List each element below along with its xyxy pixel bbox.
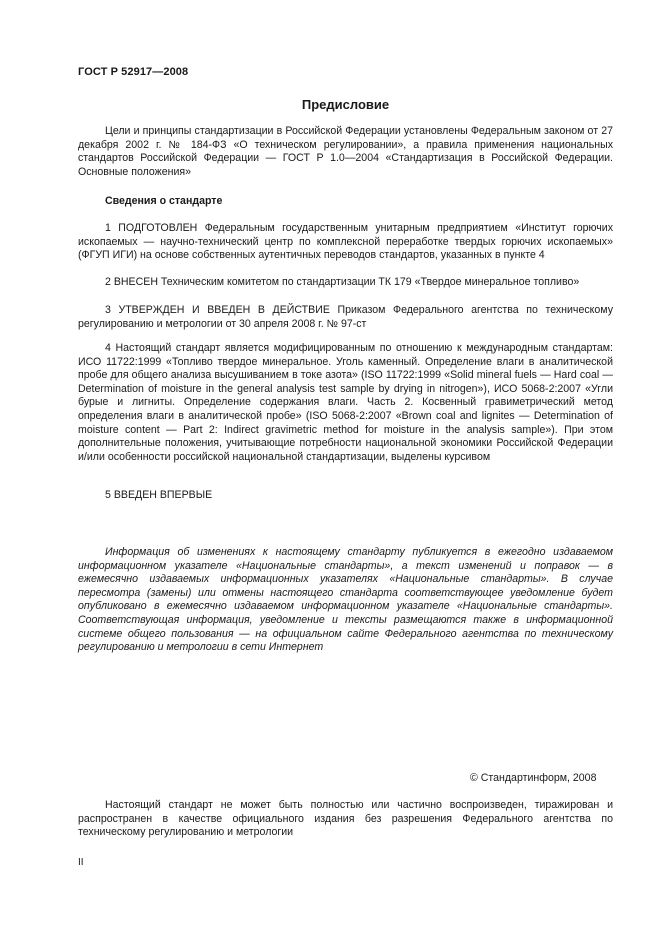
document-id: ГОСТ Р 52917—2008 (78, 66, 189, 78)
page-title: Предисловие (301, 97, 390, 112)
copyright-notice: © Стандартинформ, 2008 (470, 772, 597, 784)
intro-paragraph: Цели и принципы стандартизации в Российской Федерации установлены Федеральным законом от 27 декабря 2002 г. № 184-ФЗ «О техническом регулировании», а правила применения национальных стандартов Российской Федерации — ГОСТ Р 1.0—2004 «Стандартизация в Российской Федерации. Основные положения» (78, 125, 613, 178)
changes-info-notice: Информация об изменениях к настоящему стандарту публикуется в ежегодно издаваемом информационном указателе «Национальные стандарты», а текст изменений и поправок — в ежемесячно издаваемых информационных указателях «Национальные стандарты». В случае пересмотра (замены) или отмены настоящего стандарта соответствующее уведомление будет опубликовано в ежемесячно издаваемом информационном указателе «Национальные стандарты». Соответствующая информация, уведомление и тексты размещаются также в информационной системе общего пользования — на официальном сайте Федерального агентства по техническому регулированию и метрологии в сети Интернет (78, 546, 613, 654)
rights-notice: Настоящий стандарт не может быть полностью или частично воспроизведен, тиражирован и распространен в качестве официального издания без разрешения Федерального агентства по техническому регулированию и метрологии (78, 799, 613, 839)
standard-info-item-2: 2 ВНЕСЕН Техническим комитетом по стандартизации ТК 179 «Твердое минеральное топливо» (105, 276, 580, 288)
standard-info-item-3: 3 УТВЕРЖДЕН И ВВЕДЕН В ДЕЙСТВИЕ Приказом Федерального агентства по техническому регулированию и метрологии от 30 апреля 2008 г. № 97-ст (78, 304, 613, 330)
section-heading: Сведения о стандарте (105, 195, 223, 207)
page-number: II (78, 857, 84, 868)
standard-info-item-1: 1 ПОДГОТОВЛЕН Федеральным государственным унитарным предприятием «Институт горючих ископаемых — научно-технический центр по комплексной переработке твердых горючих ископаемых» (ФГУП ИГИ) на основе собственных аутентичных переводов стандартов, указанных в пункте 4 (78, 222, 613, 262)
standard-info-item-5: 5 ВВЕДЕН ВПЕРВЫЕ (105, 489, 213, 501)
standard-info-item-4: 4 Настоящий стандарт является модифицированным по отношению к международным стандартам: ИСО 11722:1999 «Топливо твердое минеральное. Уголь каменный. Определение влаги в аналитической пробе для общего анализа высушиванием в токе азота» (ISO 11722:1999 «Solid mineral fuels — Hard coal — Determination of moisture in the general analysis test sample by drying in nitrogen»), ИСО 5068-2:2007 «Угли бурые и лигниты. Определение содержания влаги. Часть 2. Косвенный гравиметрический метод определения влаги в аналитической пробе» (ISO 5068-2:2007 «Brown coal and lignites — Determination of moisture content — Part 2: Indirect gravimetric method for moisture in the analysis sample»). При этом дополнительные положения, учитывающие потребности национальной экономики Российской Федерации и/или особенности российской национальной стандартизации, выделены курсивом (78, 342, 613, 463)
